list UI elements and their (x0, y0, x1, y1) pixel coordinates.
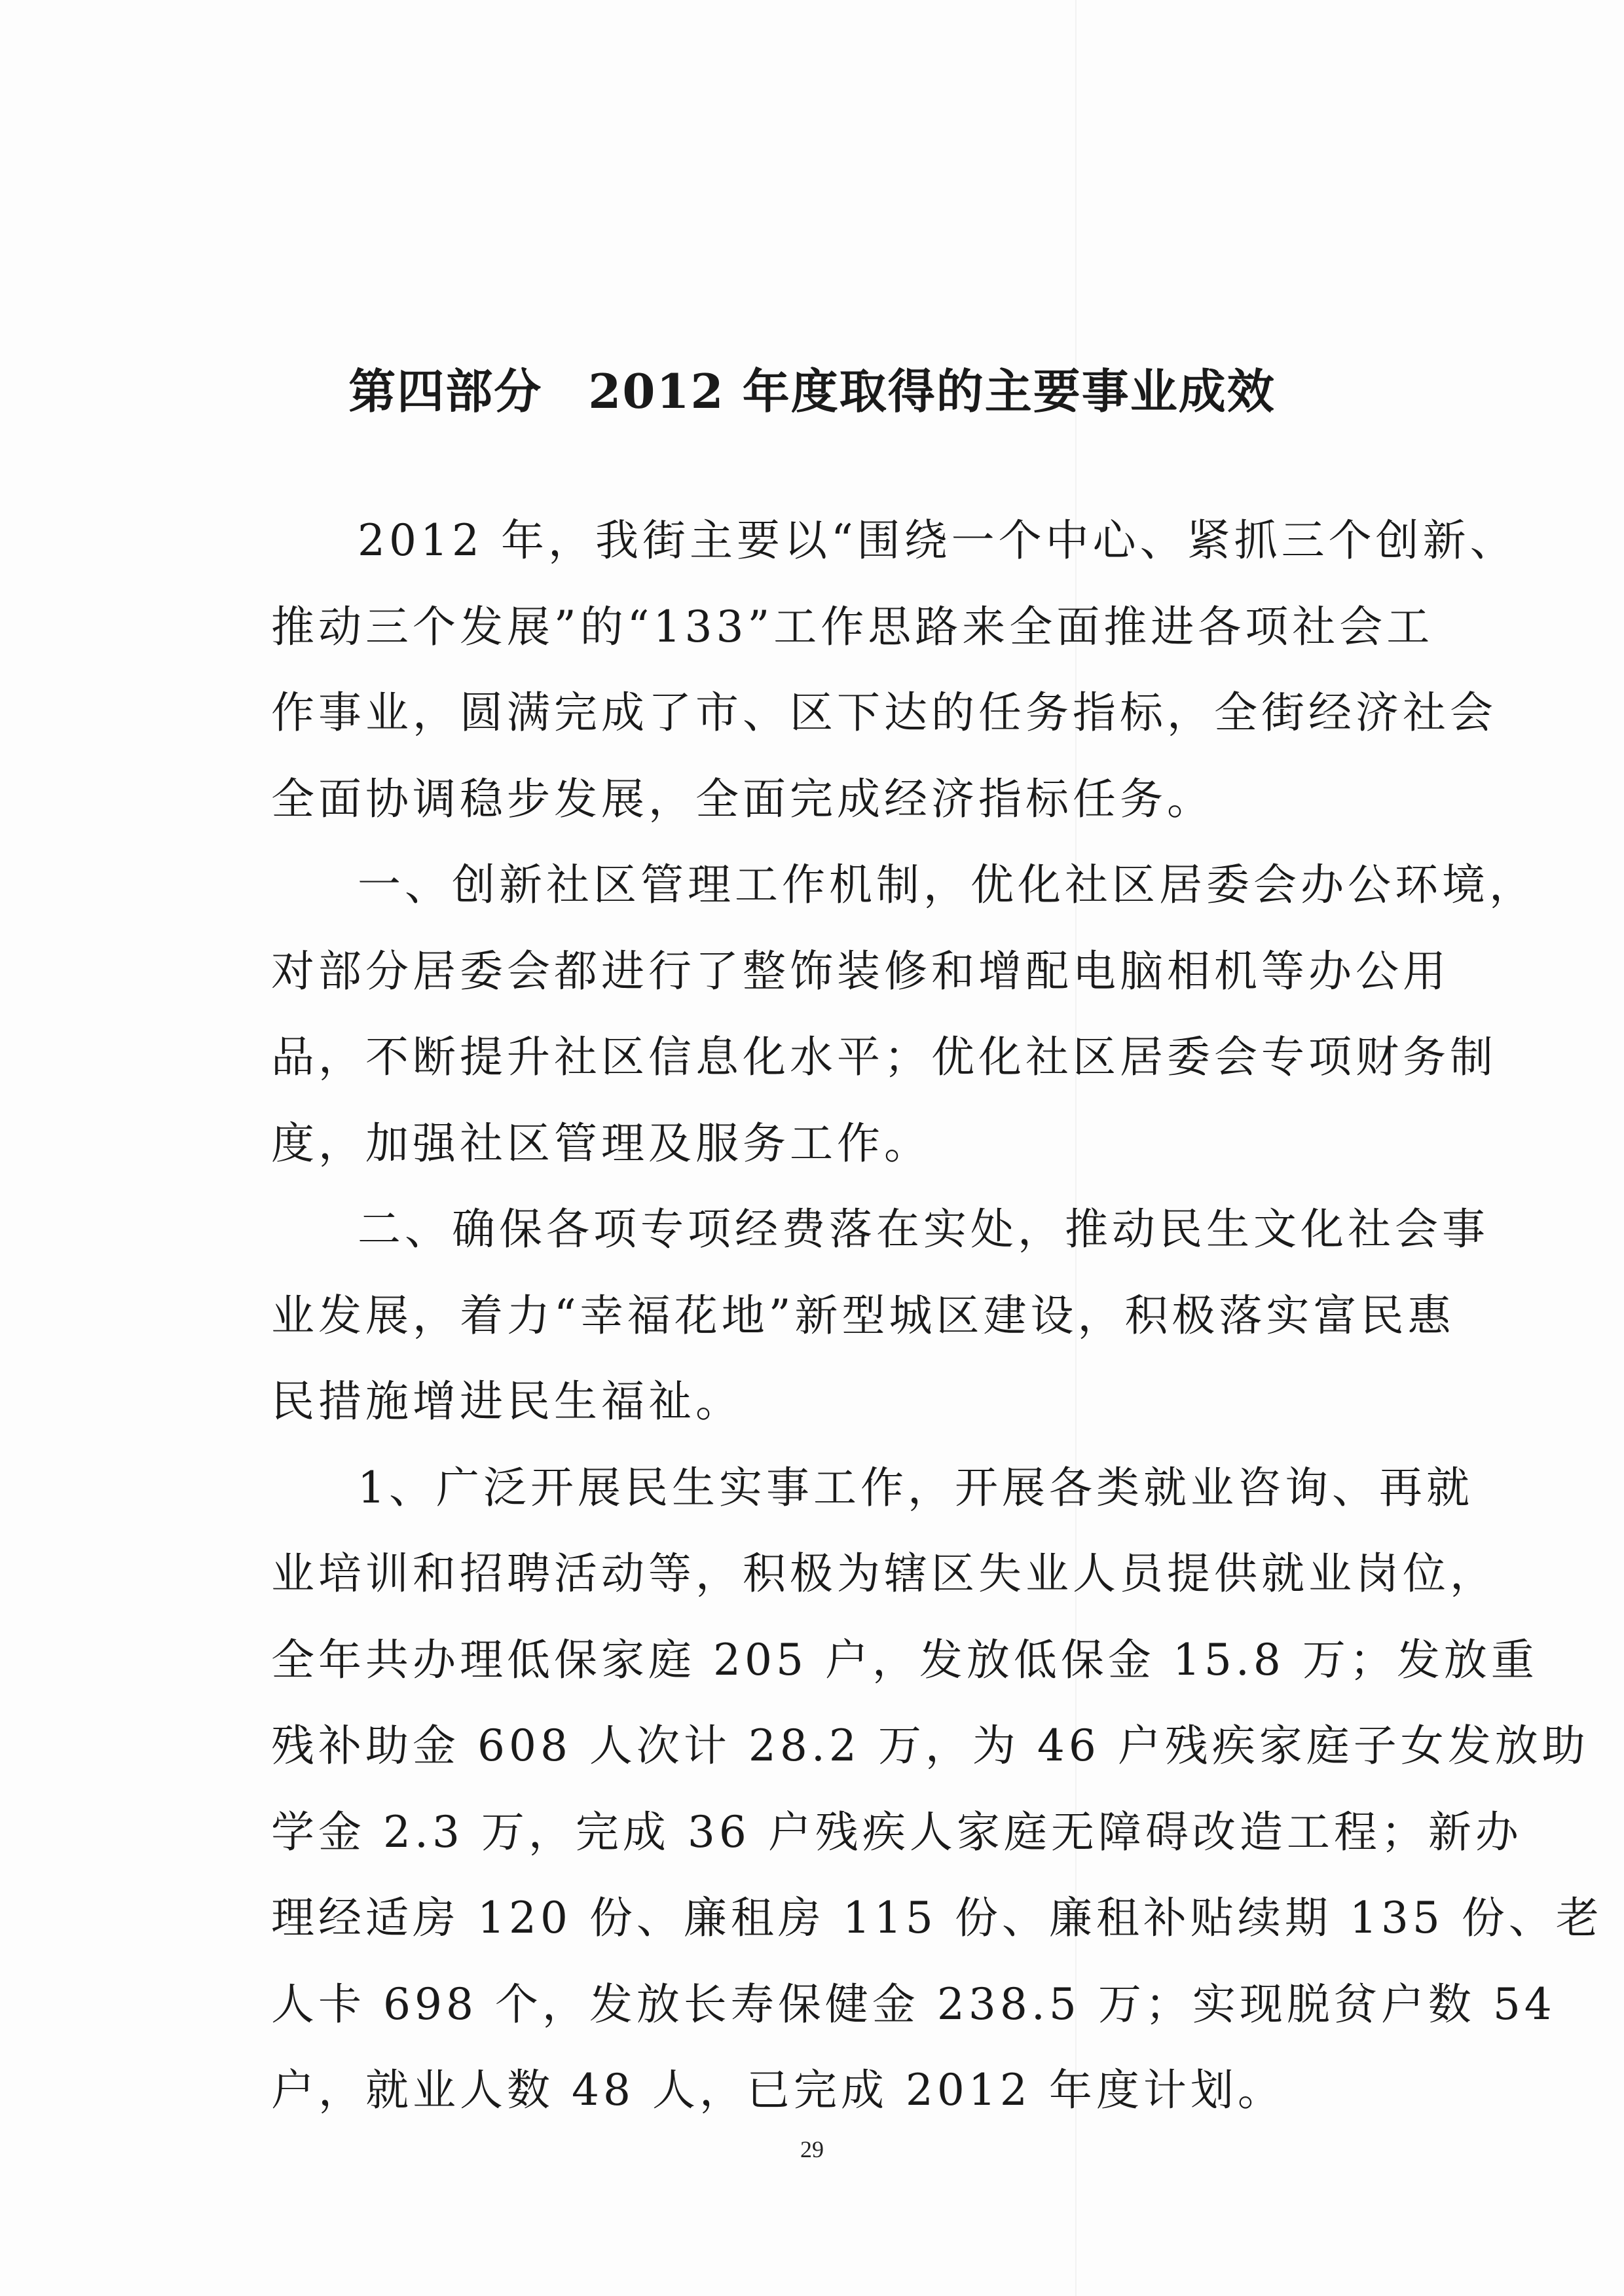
text-line: 2012 年，我街主要以“围绕一个中心、紧抓三个创新、 (358, 515, 1517, 566)
text-line: 品，不断提升社区信息化水平；优化社区居委会专项财务制 (271, 1032, 1497, 1082)
text-line: 一、创新社区管理工作机制，优化社区居委会办公环境， (358, 860, 1536, 910)
text-line: 人卡 698 个，发放长寿保健金 238.5 万；实现脱贫户数 54 (271, 1978, 1556, 2030)
text-line: 残补助金 608 人次计 28.2 万，为 46 户残疾家庭子女发放助 (271, 1721, 1589, 1771)
paragraph (271, 842, 1536, 1186)
paragraph (271, 1186, 1489, 1445)
text-line: 全年共办理低保家庭 205 户，发放低保金 15.8 万；发放重 (271, 1634, 1538, 1685)
text-line: 二、确保各项专项经费落在实处，推动民生文化社会事 (358, 1204, 1489, 1254)
text-line: 对部分居委会都进行了整饰装修和增配电脑相机等办公用 (271, 945, 1450, 996)
text-line: 业培训和招聘活动等，积极为辖区失业人员提供就业岗位， (271, 1548, 1497, 1599)
section-part-label: 第四部分 (348, 363, 543, 419)
text-line: 理经适房 120 份、廉租房 115 份、廉租补贴续期 135 份、老 (271, 1893, 1603, 1943)
text-line: 作事业，圆满完成了市、区下达的任务指标，全街经济社会 (271, 687, 1497, 738)
text-line: 民措施增进民生福祉。 (271, 1376, 743, 1427)
paragraph (271, 1445, 1603, 2134)
text-line: 1、广泛开展民生实事工作，开展各类就业咨询、再就 (358, 1462, 1473, 1513)
text-line: 户，就业人数 48 人，已完成 2012 年度计划。 (271, 2065, 1285, 2115)
text-line: 学金 2.3 万，完成 36 户残疾人家庭无障碍改造工程；新办 (271, 1806, 1522, 1857)
section-title-text: 2012 年度取得的主要事业成效 (588, 363, 1276, 419)
text-line: 业发展，着力“幸福花地”新型城区建设，积极落实富民惠 (271, 1290, 1455, 1341)
page-number: 29 (800, 2136, 824, 2162)
section-title (0, 354, 1624, 422)
paragraph (271, 498, 1517, 842)
text-line: 全面协调稳步发展，全面完成经济指标任务。 (271, 773, 1214, 824)
body-text (271, 498, 1603, 2134)
text-line: 度，加强社区管理及服务工作。 (271, 1118, 931, 1169)
text-line: 推动三个发展”的“133”工作思路来全面推进各项社会工 (271, 601, 1434, 652)
